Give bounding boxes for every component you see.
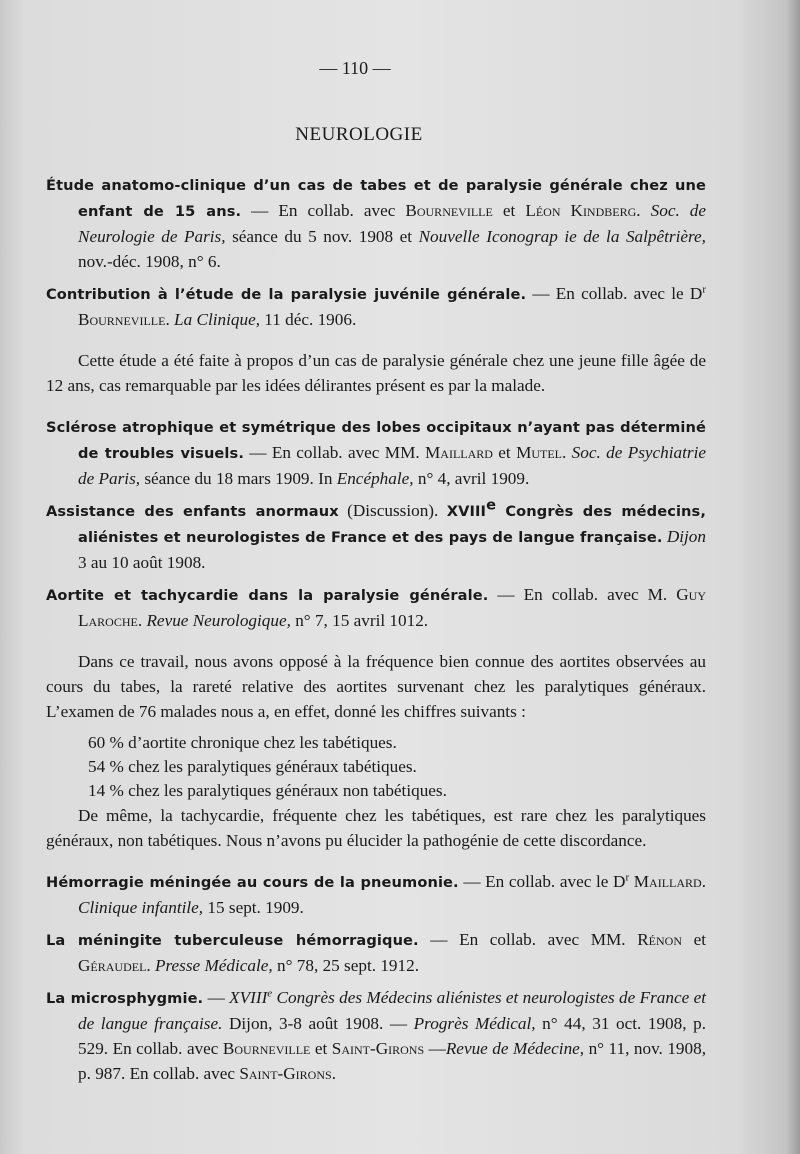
author-name: Maillard (629, 872, 702, 891)
author-name: Guy Laroche (78, 585, 706, 630)
journal-name: Revue de Médecine, (445, 1039, 585, 1058)
journal-name: La Clinique, (174, 310, 260, 329)
journal-name: Soc. de Neurologie de Paris, (78, 201, 706, 246)
journal-name: Clinique infantile, (78, 898, 204, 917)
author-name: Bourneville (405, 201, 493, 220)
journal-name: XVIII (229, 988, 268, 1007)
statistic-line: 14 % chez les paralytiques généraux non tabétiques. (88, 781, 447, 800)
bibliography-entry: Hémorragie méningée au cours de la pneumonie. — En collab. avec le $D^r$ Maillard. Clinique infantile, 15 sept. 1909. (46, 871, 706, 917)
bibliography-entry: La méningite tuberculeuse hémorragique. — En collab. avec MM. Rénon et Géraudel. Presse Médicale, n° 78, 25 sept. 1912. (46, 930, 706, 975)
bibliography-entry: Contribution à l’étude de la paralysie juvénile générale. — En collab. avec le $D^r$ Bourneville. La Clinique, 11 déc. 1906. (46, 283, 706, 329)
content (46, 172, 706, 1093)
abstract-paragraph: Dans ce travail, nous avons opposé à la fréquence bien connue des aortites observées au cours du tabes, la rareté relative des aortites survenant chez les paralytiques généraux. L’examen de 76 malades nous a, en effet, donné les chiffres suivants : (46, 652, 706, 721)
entry-title: Sclérose atrophique et symétrique des lobes occipitaux n’ayant pas déterminé de troubles visuels. (46, 419, 706, 462)
statistic-line: 54 % chez les paralytiques généraux tabétiques. (88, 757, 417, 776)
author-name: Mutel (516, 443, 563, 462)
author-name: Bourneville (222, 1039, 311, 1058)
entry-title: Contribution à l’étude de la paralysie juvénile générale. (46, 286, 527, 303)
journal-name: Revue Neurologique, (146, 611, 291, 630)
author-name: Géraudel (78, 956, 147, 975)
journal-name: Progrès Médical, (413, 1014, 536, 1033)
abstract-paragraph: De même, la tachycardie, fréquente chez les tabétiques, est rare chez les paralytiques généraux, non tabétiques. Nous n’avons pu élucider la pathogénie de cette discordance. (46, 806, 706, 850)
author-name: Léon Kindberg (525, 201, 637, 220)
bibliography-entry: Étude anatomo-clinique d’un cas de tabes et de paralysie générale chez une enfant de 15 ans. — En collab. avec Bourneville et Léon Kindberg. Soc. de Neurologie de Paris, séance du 5 nov. 1908 et Nouvelle Iconograp ie de la Salpêtrière, nov.-déc. 1908, n° 6. (46, 177, 706, 271)
bibliography-entry: Assistance des enfants anormaux (Discussion). XVIIIe Congrès des médecins, aliénistes et neurologistes de France et des pays de langue française. Dijon 3 au 10 août 1908. (46, 496, 706, 572)
abstract-paragraph: Cette étude a été faite à propos d’un cas de paralysie générale chez une jeune fille âgée de 12 ans, cas remarquable par les idées délirantes présent es par la malade. (46, 351, 706, 395)
bibliography-entry: Aortite et tachycardie dans la paralysie générale. — En collab. avec M. Guy Laroche. Revue Neurologique, n° 7, 15 avril 1012. (46, 585, 706, 630)
author-name: Saint-Girons (331, 1039, 425, 1058)
entry-title: Assistance des enfants anormaux (46, 503, 339, 520)
author-name: Bourneville (78, 310, 166, 329)
journal-name: Soc. de Psychiatrie de Paris, (78, 443, 706, 488)
page-edge-shadow (786, 0, 800, 1154)
journal-name: Presse Médicale, (155, 956, 273, 975)
section-title: NEUROLOGIE (295, 124, 423, 145)
author-name: Saint-Girons (239, 1064, 332, 1083)
journal-name: Dijon (662, 527, 706, 546)
entry-title: La méningite tuberculeuse hémorragique. (46, 932, 419, 949)
author-name: Maillard (425, 443, 493, 462)
bibliography-entry: La microsphygmie. — XVIIIe Congrès des Médecins aliénistes et neurologistes de France et de langue française. Dijon, 3-8 août 1908. — Progrès Médical, n° 44, 31 oct. 1908, p. 529. En collab. avec Bourneville et Saint-Girons —Revue de Médecine, n° 11, nov. 1908, p. 987. En collab. avec Saint-Girons. (46, 987, 707, 1083)
journal-name: Encéphale, (336, 469, 414, 488)
entry-title: Aortite et tachycardie dans la paralysie générale. (46, 587, 489, 604)
entry-title: Hémorragie méningée au cours de la pneumonie. (46, 874, 459, 891)
author-name: Rénon (637, 930, 682, 949)
statistics-list (46, 731, 706, 803)
page-number: — 110 — (319, 58, 391, 78)
entry-title: La microsphygmie. (46, 990, 204, 1007)
bibliography-entry: Sclérose atrophique et symétrique des lobes occipitaux n’ayant pas déterminé de troubles visuels. — En collab. avec MM. Maillard et Mutel. Soc. de Psychiatrie de Paris, séance du 18 mars 1909. In Encéphale, n° 4, avril 1909. (46, 419, 706, 488)
journal-name: Congrès des Médecins aliénistes et neurologistes de France et de langue française. (78, 988, 706, 1033)
journal-name: Nouvelle Iconograp ie de la Salpêtrière, (418, 227, 706, 246)
statistic-line: 60 % d’aortite chronique chez les tabétiques. (88, 733, 397, 752)
entry-title: Étude anatomo-clinique d’un cas de tabes et de paralysie générale chez une enfant de 15 ans. (46, 177, 706, 220)
